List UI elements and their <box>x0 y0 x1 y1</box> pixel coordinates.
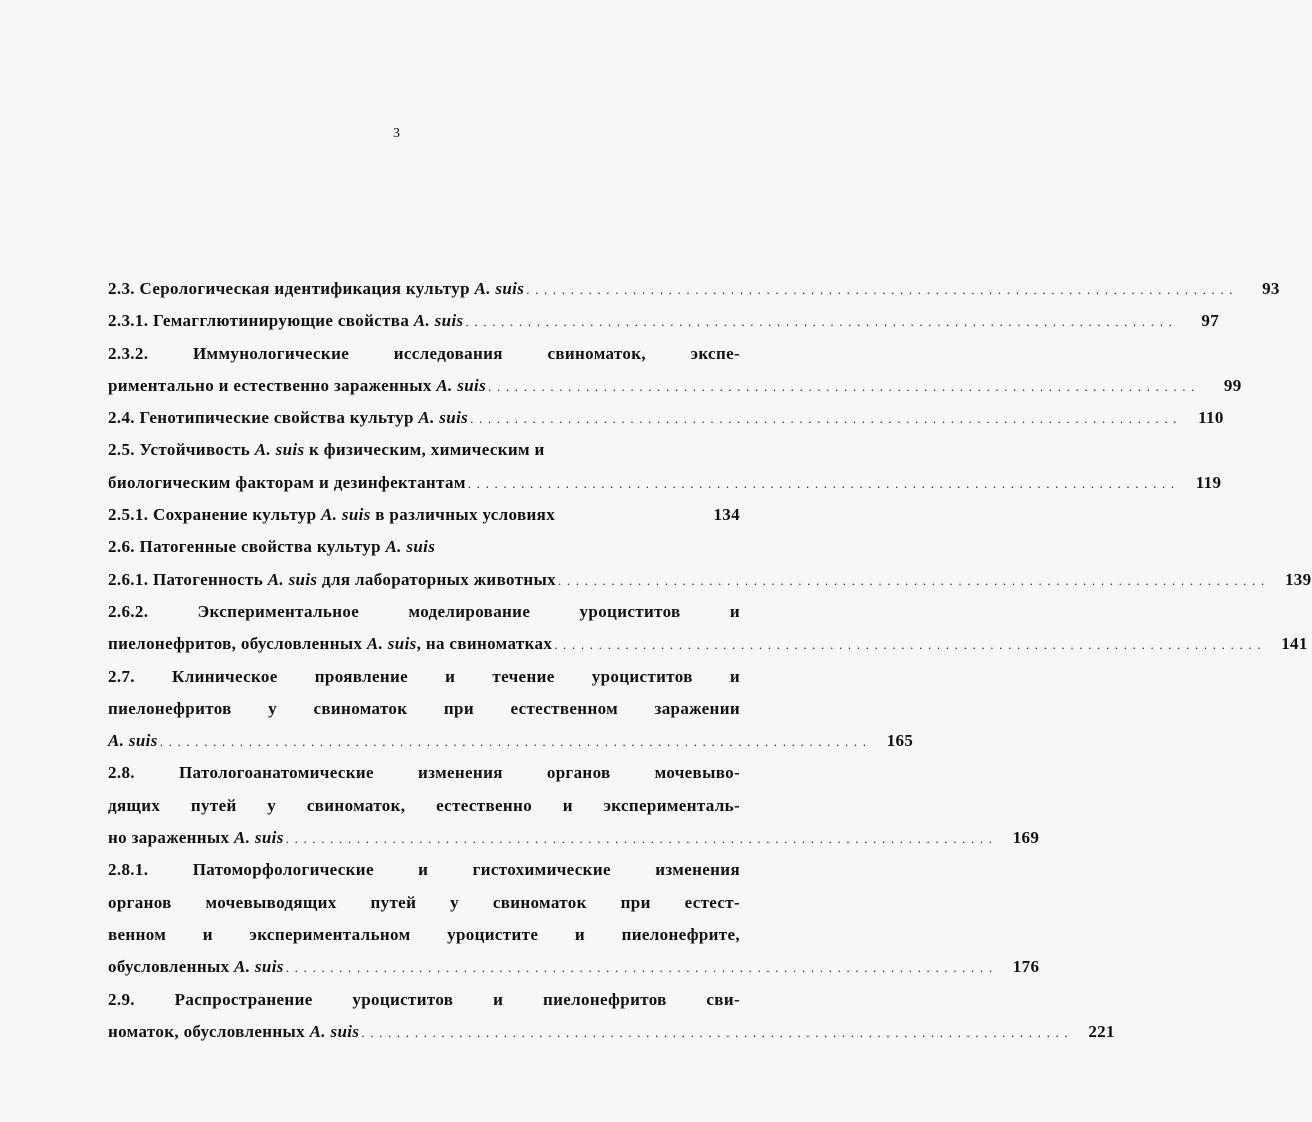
toc-entry <box>108 467 1222 499</box>
toc-entry-title <box>108 499 555 531</box>
toc-entry <box>108 822 1040 854</box>
toc-entry-text-after: , на свиноматках <box>416 634 553 654</box>
toc-entry-organism: A. suis <box>436 375 487 395</box>
toc-entry-title <box>108 305 464 337</box>
toc-entry-title <box>108 1016 359 1048</box>
toc-entry <box>108 887 740 919</box>
toc-entry <box>108 596 740 628</box>
toc-entry <box>108 790 740 822</box>
toc-entry-text: венном и экспериментальном уроцистите и пиелонефрите, <box>108 924 740 944</box>
toc-entry-organism: A. suis <box>309 1021 360 1041</box>
toc-entry-text: дящих путей у свиноматок, естественно и эксперименталь- <box>108 795 740 815</box>
dot-leader: . . . . . . . . . . . . . . . . . . . . . . . . . . . . . . . . . . . . . . . . . . . . . . . . . . . . . . . . . . . . . . . . . . . . . . . . . . . . . . . . <box>554 637 1262 653</box>
toc-page-number: 176 <box>1012 957 1040 977</box>
toc-page-number: 110 <box>1198 408 1224 428</box>
toc-entry-title <box>108 854 740 886</box>
toc-entry-text: 2.9. Распространение уроциститов и пиелонефритов сви- <box>108 989 740 1009</box>
toc-entry-title <box>108 919 740 951</box>
toc-page-number: 139 <box>1284 569 1312 589</box>
toc-entry-title <box>108 984 740 1016</box>
toc-entry-title <box>108 370 486 402</box>
toc-entry-text: риментально и естественно зараженных <box>108 375 437 395</box>
toc-entry-organism: A. suis <box>320 505 371 525</box>
toc-entry-text: 2.5. Устойчивость <box>108 440 255 460</box>
toc-entry-title <box>108 273 524 305</box>
toc-entry <box>108 370 1242 402</box>
toc-page-number: 165 <box>886 731 914 751</box>
toc-entry-organism: A. suis <box>108 731 158 751</box>
toc-entry-organism: A. suis <box>234 957 284 977</box>
toc-entry <box>108 628 1308 660</box>
toc-entry-organism: A. suis <box>418 408 469 428</box>
toc-entry-text: 2.6. Патогенные свойства культур <box>108 537 386 557</box>
dot-leader: . . . . . . . . . . . . . . . . . . . . . . . . . . . . . . . . . . . . . . . . . . . . . . . . . . . . . . . . . . . . . . . . . . . . . . . . . . . . . . . . <box>526 282 1234 297</box>
toc-entry-text-after: к физическим, химическим и <box>304 440 545 460</box>
toc-entry-title <box>108 822 284 854</box>
toc-entry <box>108 854 740 886</box>
toc-entry <box>108 338 740 370</box>
toc-entry-text: 2.6.2. Экспериментальное моделирование уроциститов и <box>108 601 740 621</box>
toc-entry-text: 2.4. Генотипические свойства культур <box>108 408 419 428</box>
toc-entry-text: номаток, обусловленных <box>108 1021 310 1041</box>
dot-leader: . . . . . . . . . . . . . . . . . . . . . . . . . . . . . . . . . . . . . . . . . . . . . . . . . . . . . . . . . . . . . . . . . . . . . . . . . . . . . . . . <box>361 1024 1069 1040</box>
toc-entry-title <box>108 790 740 822</box>
toc-entry-title <box>108 951 284 983</box>
toc-entry-title <box>108 564 556 596</box>
toc-entry <box>108 951 1040 983</box>
toc-entry-organism: A. suis <box>267 569 318 589</box>
toc-entry-text: органов мочевыводящих путей у свиноматок при естест- <box>108 892 740 912</box>
toc-entry <box>108 693 740 725</box>
toc-entry-title <box>108 402 468 434</box>
toc-entry <box>108 434 740 466</box>
dot-leader: . . . . . . . . . . . . . . . . . . . . . . . . . . . . . . . . . . . . . . . . . . . . . . . . . . . . . . . . . . . . . . . . . . . . . . . . . . . . . . . . <box>488 378 1196 394</box>
toc-entry-title <box>108 531 435 563</box>
toc-entry-text: 2.3.1. Гемагглютинирующие свойства <box>108 311 414 331</box>
toc-page-number: 99 <box>1223 375 1242 395</box>
dot-leader: . . . . . . . . . . . . . . . . . . . . . . . . . . . . . . . . . . . . . . . . . . . . . . . . . . . . . . . . . . . . . . . . . . . . . . . . . . . . . . . . <box>557 572 1266 588</box>
toc-entry-text: пиелонефритов у свиноматок при естественном заражении <box>108 698 740 718</box>
toc-entry-organism: A. suis <box>234 828 284 848</box>
toc-entry-title <box>108 467 466 499</box>
toc-entry <box>108 531 740 563</box>
dot-leader: . . . . . . . . . . . . . . . . . . . . . . . . . . . . . . . . . . . . . . . . . . . . . . . . . . . . . . . . . . . . . . . . . . . . . . . . . . . . . . . . <box>465 314 1174 330</box>
toc-entry-text: 2.8. Патологоанатомические изменения органов мочевыво- <box>108 763 740 783</box>
toc-entry-title <box>108 661 740 693</box>
toc-entry-text: 2.7. Клиническое проявление и течение уроциститов и <box>108 666 740 686</box>
toc-page-number: 119 <box>1195 472 1222 492</box>
toc-entry-text: обусловленных <box>108 957 235 977</box>
toc-entry <box>108 725 914 757</box>
toc-entry <box>108 757 740 789</box>
toc-entry-text-after: для лабораторных животных <box>317 569 556 589</box>
toc-entry-title <box>108 338 740 370</box>
toc-entry-text: пиелонефритов, обусловленных <box>108 634 367 654</box>
toc-entry-title <box>108 887 740 919</box>
toc-entry-organism: A. suis <box>413 311 464 331</box>
toc-page-number: 221 <box>1088 1021 1115 1041</box>
toc-entry <box>108 402 1224 434</box>
toc-entry <box>108 273 1280 305</box>
toc-entry-organism: A. suis <box>474 279 525 298</box>
toc-entry-text: 2.8.1. Патоморфологические и гистохимические изменения <box>108 860 740 880</box>
toc-entry-organism: A. suis <box>366 634 417 654</box>
toc-entry-text: 2.3. Серологическая идентификация культур <box>108 279 475 298</box>
toc-entry-title <box>108 725 158 757</box>
toc-entry-text: 2.6.1. Патогенность <box>108 569 268 589</box>
toc-entry-text: биологическим факторам и дезинфектантам <box>108 472 466 492</box>
dot-leader: . . . . . . . . . . . . . . . . . . . . . . . . . . . . . . . . . . . . . . . . . . . . . . . . . . . . . . . . . . . . . . . . . . . . . . . . . . . . . . . . <box>159 734 868 750</box>
toc-page-number: 141 <box>1281 634 1308 654</box>
dot-leader: . . . . . . . . . . . . . . . . . . . . . . . . . . . . . . . . . . . . . . . . . . . . . . . . . . . . . . . . . . . . . . . . . . . . . . . . . . . . . . . . <box>285 831 994 847</box>
toc-entry-organism: A. suis <box>385 537 436 557</box>
toc-entry <box>108 499 740 531</box>
dot-leader: . . . . . . . . . . . . . . . . . . . . . . . . . . . . . . . . . . . . . . . . . . . . . . . . . . . . . . . . . . . . . . . . . . . . . . . . . . . . . . . . <box>467 475 1176 491</box>
toc-entry-text: 2.3.2. Иммунологические исследования свиноматок, экспе- <box>108 343 740 363</box>
toc-page-number: 93 <box>1262 279 1280 298</box>
toc-entry <box>108 564 1312 596</box>
toc-entry-title <box>108 434 545 466</box>
toc-entry <box>108 919 740 951</box>
toc-entry <box>108 984 740 1016</box>
toc-page-number: 169 <box>1012 828 1040 848</box>
page-number: 3 <box>393 126 400 141</box>
toc-entry-title <box>108 596 740 628</box>
toc-entry-text: но зараженных <box>108 828 234 848</box>
dot-leader: . . . . . . . . . . . . . . . . . . . . . . . . . . . . . . . . . . . . . . . . . . . . . . . . . . . . . . . . . . . . . . . . . . . . . . . . . . . . . . . . <box>470 411 1178 427</box>
toc-entry <box>108 305 1220 337</box>
toc-entry <box>108 1016 1115 1048</box>
toc-page-number: 97 <box>1201 311 1220 331</box>
toc-entry-title <box>108 628 552 660</box>
toc-entry <box>108 661 740 693</box>
toc-entry-title <box>108 757 740 789</box>
toc-entry-organism: A. suis <box>254 440 305 460</box>
toc-page-number: 134 <box>713 505 740 525</box>
dot-leader: . . . . . . . . . . . . . . . . . . . . . . . . . . . . . . . . . . . . . . . . . . . . . . . . . . . . . . . . . . . . . . . . . . . . . . . . . . . . . . . . <box>285 960 994 976</box>
table-of-contents <box>108 273 1312 1048</box>
toc-entry-title <box>108 693 740 725</box>
toc-entry-text: 2.5.1. Сохранение культур <box>108 505 321 525</box>
toc-entry-text-after: в различных условиях <box>370 505 556 525</box>
